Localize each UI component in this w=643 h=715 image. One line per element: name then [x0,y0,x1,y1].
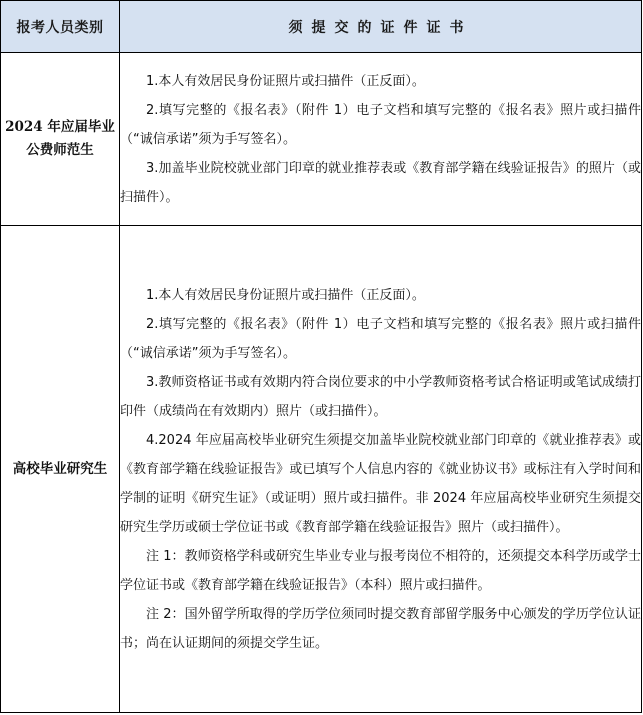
table-header-row [1,1,642,53]
requirements-cell [120,53,642,226]
table-row-normal-students [1,53,642,226]
header-certificates-cell: 须提交的证件证书 [120,1,642,53]
requirement-item: 3.教师资格证书或有效期内符合岗位要求的中小学教师资格考试合格证明或笔试成绩打印件（成绩尚在有效期内）照片（或扫描件）。 [120,374,641,419]
requirement-item: 1.本人有效居民身份证照片或扫描件（正反面）。 [146,287,425,303]
requirements-cell [120,226,642,713]
requirement-item: 1.本人有效居民身份证照片或扫描件（正反面）。 [146,73,425,89]
note-item: 注 1：教师资格学科或研究生毕业专业与报考岗位不相符的，还须提交本科学历或学士学位证书或《教育部学籍在线验证报告》（本科）照片或扫描件。 [120,548,641,593]
category-cell: 高校毕业研究生 [1,226,120,713]
header-category-cell: 报考人员类别 [1,1,120,53]
requirement-item: 4.2024 年应届高校毕业研究生须提交加盖毕业院校就业部门印章的《就业推荐表》或《教育部学籍在线验证报告》或已填写个人信息内容的《就业协议书》或标注有入学时间和学制的证明《研究生证》（或证明）照片或扫描件。非 2024 年应届高校毕业研究生须提交研究生学历或硕士学位证书或《教育部学籍在线验证报告》照片（或扫描件）。 [120,432,641,535]
requirement-item: 3.加盖毕业院校就业部门印章的就业推荐表或《教育部学籍在线验证报告》的照片（或扫描件）。 [120,160,641,205]
table-row-graduate-students [1,226,642,713]
requirement-item: 2.填写完整的《报名表》（附件 1）电子文档和填写完整的《报名表》照片或扫描件（“诚信承诺”须为手写签名）。 [120,316,641,361]
category-cell: 2024 年应届毕业公费师范生 [1,53,120,226]
requirement-item: 2.填写完整的《报名表》（附件 1）电子文档和填写完整的《报名表》照片或扫描件（“诚信承诺”须为手写签名）。 [120,102,641,147]
note-item: 注 2：国外留学所取得的学历学位须同时提交教育部留学服务中心颁发的学历学位认证书；尚在认证期间的须提交学生证。 [120,606,641,651]
